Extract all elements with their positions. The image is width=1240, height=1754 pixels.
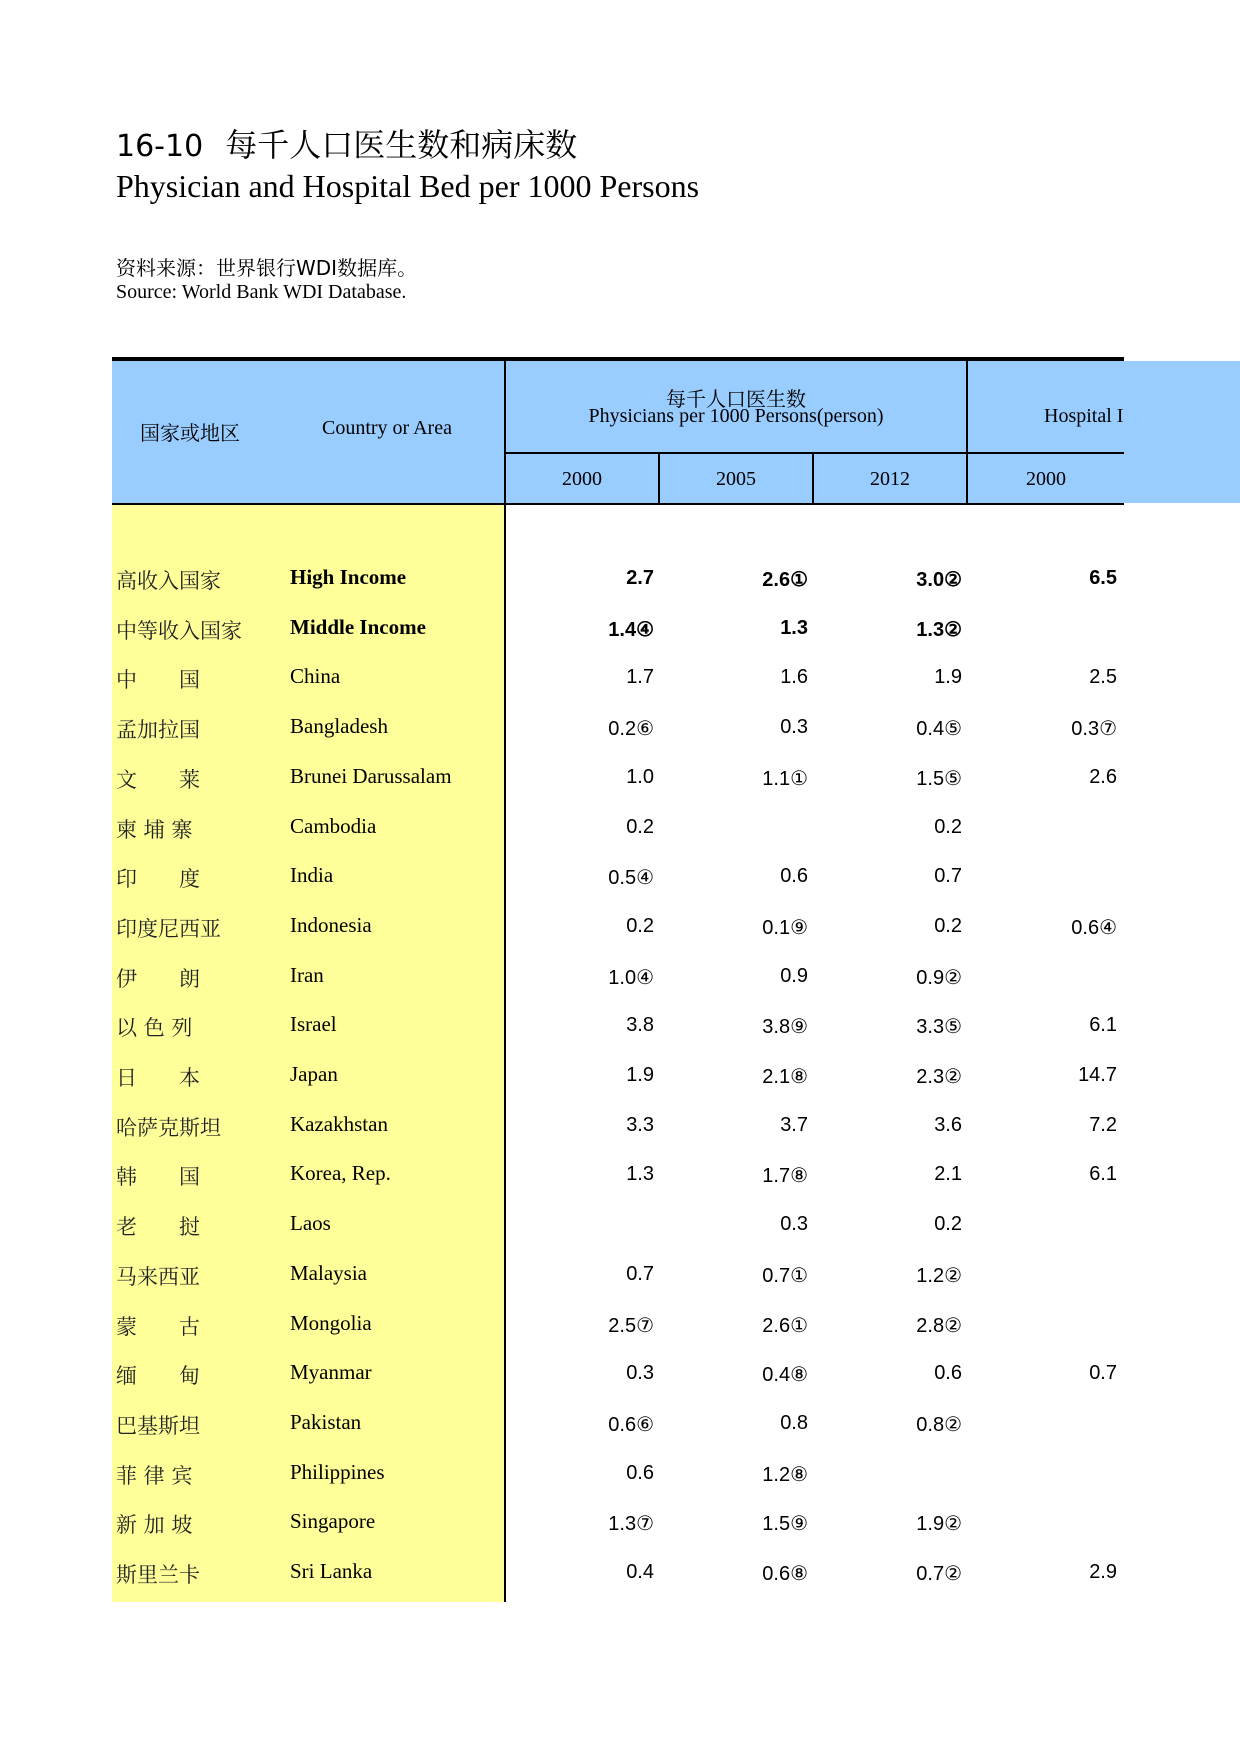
value-cell: 0.2	[626, 815, 654, 838]
value-cell: 0.6	[934, 1362, 962, 1385]
value-cell: 3.3⑤	[916, 1016, 962, 1039]
value-cell: 0.3	[780, 1213, 808, 1236]
value-cell: 0.3	[626, 1362, 654, 1385]
country-name-cn: 柬 埔 寨	[116, 817, 193, 842]
value-cell: 0.5④	[608, 867, 654, 890]
header-country-cn: 国家或地区	[140, 421, 240, 445]
country-name-cn: 蒙 古	[116, 1314, 200, 1339]
country-name-en: Korea, Rep.	[290, 1161, 391, 1186]
value-cell: 1.2②	[916, 1264, 962, 1287]
value-cell: 0.4⑧	[762, 1364, 808, 1387]
value-cell: 0.3	[780, 716, 808, 739]
value-cell: 1.7⑧	[762, 1165, 808, 1188]
table-row	[112, 1352, 1124, 1392]
value-cell: 0.4⑤	[916, 718, 962, 741]
country-name-cn: 韩 国	[116, 1165, 200, 1190]
value-cell: 2.8②	[916, 1314, 962, 1337]
table-row	[112, 1452, 1124, 1492]
country-name-en: Israel	[290, 1012, 337, 1037]
value-cell: 0.6⑥	[608, 1413, 654, 1436]
value-cell: 1.9②	[916, 1513, 962, 1536]
country-name-en: Singapore	[290, 1509, 376, 1534]
country-name-en: Sri Lanka	[290, 1559, 373, 1583]
value-cell: 0.9	[780, 964, 808, 987]
table-row	[112, 607, 1124, 647]
country-name-en: Laos	[290, 1211, 331, 1236]
value-cell: 3.3	[626, 1113, 654, 1136]
value-cell: 3.8	[626, 1014, 654, 1037]
value-cell: 0.2⑥	[608, 718, 654, 741]
table-row	[112, 1004, 1124, 1044]
value-cell: 0.4	[626, 1561, 654, 1583]
year-header: 2000	[562, 468, 602, 490]
country-name-cn: 哈萨克斯坦	[116, 1115, 221, 1140]
value-cell: 6.1	[1089, 1014, 1117, 1037]
country-name-en: India	[290, 863, 334, 888]
year-header: 2005	[716, 468, 756, 490]
country-name-cn: 新 加 坡	[116, 1513, 193, 1538]
value-cell: 1.5⑨	[762, 1513, 808, 1536]
header-subrule	[506, 452, 1124, 454]
value-cell: 0.7	[934, 865, 962, 888]
value-cell: 2.6	[1089, 765, 1117, 788]
value-cell: 1.0	[626, 765, 654, 788]
country-name-cn: 马来西亚	[116, 1264, 200, 1289]
value-cell: 1.1①	[762, 767, 808, 790]
country-name-cn: 高收入国家	[116, 569, 221, 593]
source-chinese: 资料来源：世界银行WDI数据库。	[116, 256, 418, 280]
country-name-cn: 老 挝	[116, 1215, 200, 1240]
table-row	[112, 1501, 1124, 1541]
table-row	[112, 1153, 1124, 1193]
country-name-en: Cambodia	[290, 813, 377, 838]
title-chinese: 每千人口医生数和病床数	[225, 126, 578, 164]
value-cell: 0.7	[626, 1262, 654, 1285]
value-cell: 7.2	[1089, 1113, 1117, 1136]
header-top-rule	[112, 357, 1124, 361]
country-name-cn: 日 本	[116, 1066, 200, 1090]
table-row	[112, 706, 1124, 746]
value-cell: 0.2	[934, 914, 962, 937]
country-name-en: Kazakhstan	[290, 1111, 388, 1136]
value-cell: 0.3⑦	[1071, 718, 1117, 741]
value-cell: 14.7	[1078, 1064, 1117, 1086]
country-name-en: Myanmar	[290, 1360, 372, 1385]
value-cell: 1.0④	[608, 966, 654, 989]
value-cell: 2.6①	[762, 1314, 808, 1337]
header-hospital-en: Hospital I	[1044, 405, 1124, 427]
value-cell: 3.8⑨	[762, 1016, 808, 1039]
country-name-cn: 文 莱	[116, 767, 200, 792]
value-cell: 2.1	[934, 1163, 962, 1186]
value-cell: 6.1	[1089, 1163, 1117, 1186]
table-row	[112, 1253, 1124, 1293]
header-country-en: Country or Area	[322, 417, 452, 439]
table-row	[112, 806, 1124, 846]
country-name-en: Malaysia	[290, 1260, 367, 1285]
table-row	[112, 557, 1124, 597]
value-cell: 1.5⑤	[916, 767, 962, 790]
year-header: 2012	[870, 468, 910, 490]
country-name-cn: 印度尼西亚	[116, 916, 221, 941]
value-cell: 0.2	[626, 914, 654, 937]
country-name-en: Brunei Darussalam	[290, 763, 452, 788]
table-row	[112, 955, 1124, 995]
country-name-cn: 缅 甸	[116, 1364, 200, 1389]
country-name-en: Bangladesh	[290, 714, 388, 739]
country-name-en: Iran	[290, 962, 324, 987]
header-physicians-cn: 每千人口医生数	[666, 387, 806, 411]
value-cell: 2.5⑦	[608, 1314, 654, 1337]
country-name-en: Pakistan	[290, 1409, 362, 1434]
value-cell: 0.2	[934, 1213, 962, 1236]
value-cell: 0.7①	[762, 1264, 808, 1287]
value-cell: 2.5	[1089, 666, 1117, 689]
country-name-cn: 伊 朗	[116, 966, 200, 991]
country-name-cn: 菲 律 宾	[116, 1463, 193, 1488]
country-name-cn: 巴基斯坦	[116, 1413, 200, 1438]
table-row	[112, 855, 1124, 895]
country-name-cn: 以 色 列	[116, 1016, 193, 1041]
value-cell: 2.3②	[916, 1066, 962, 1088]
table-row	[112, 1303, 1124, 1343]
value-cell: 1.3	[780, 616, 808, 639]
value-cell: 1.2⑧	[762, 1463, 808, 1486]
table-number: 16-10	[116, 129, 204, 164]
value-cell: 0.8②	[916, 1413, 962, 1436]
value-cell: 1.3	[626, 1163, 654, 1186]
country-name-cn: 印 度	[116, 867, 200, 892]
value-cell: 0.9②	[916, 966, 962, 989]
table-row	[112, 656, 1124, 696]
country-name-en: Japan	[290, 1062, 338, 1086]
value-cell: 2.7	[626, 567, 654, 589]
value-cell: 3.6	[934, 1113, 962, 1136]
value-cell: 2.6①	[762, 569, 808, 591]
source-english: Source: World Bank WDI Database.	[116, 281, 407, 303]
country-name-en: Mongolia	[290, 1310, 372, 1335]
table-row	[112, 1203, 1124, 1243]
value-cell: 0.6⑧	[762, 1563, 808, 1585]
value-cell: 1.4④	[608, 618, 654, 641]
value-cell: 1.9	[626, 1064, 654, 1086]
value-cell: 2.9	[1089, 1561, 1117, 1583]
value-cell: 3.0②	[916, 569, 962, 591]
value-cell: 1.3②	[916, 618, 962, 641]
value-cell: 0.6④	[1071, 916, 1117, 939]
value-cell: 1.7	[626, 666, 654, 689]
country-name-cn: 斯里兰卡	[116, 1563, 200, 1587]
value-cell: 1.3⑦	[608, 1513, 654, 1536]
value-cell: 1.9	[934, 666, 962, 689]
title-english: Physician and Hospital Bed per 1000 Persons	[116, 168, 700, 204]
country-name-en: China	[290, 664, 341, 689]
country-name-en: Middle Income	[290, 614, 426, 639]
country-name-en: High Income	[290, 565, 407, 589]
country-name-en: Philippines	[290, 1459, 385, 1484]
header-physicians-en: Physicians per 1000 Persons(person)	[588, 405, 884, 427]
value-cell: 0.6	[780, 865, 808, 888]
table-row	[112, 1402, 1124, 1442]
year-header: 2000	[1026, 468, 1066, 490]
page-title	[116, 120, 577, 166]
country-name-en: Indonesia	[290, 912, 372, 937]
value-cell: 0.6	[626, 1461, 654, 1484]
country-name-cn: 中等收入国家	[116, 618, 242, 643]
value-cell: 0.8	[780, 1411, 808, 1434]
value-cell: 0.2	[934, 815, 962, 838]
table-row	[112, 1551, 1124, 1591]
country-name-cn: 孟加拉国	[116, 718, 200, 743]
value-cell: 2.1⑧	[762, 1066, 808, 1088]
table-row	[112, 1054, 1124, 1094]
value-cell: 6.5	[1089, 567, 1117, 589]
value-cell: 0.1⑨	[762, 916, 808, 939]
value-cell: 1.6	[780, 666, 808, 689]
table-row	[112, 905, 1124, 945]
country-name-cn: 中 国	[116, 668, 200, 693]
value-cell: 0.7②	[916, 1563, 962, 1585]
table-row	[112, 1104, 1124, 1144]
table-row	[112, 756, 1124, 796]
value-cell: 0.7	[1089, 1362, 1117, 1385]
value-cell: 3.7	[780, 1113, 808, 1136]
